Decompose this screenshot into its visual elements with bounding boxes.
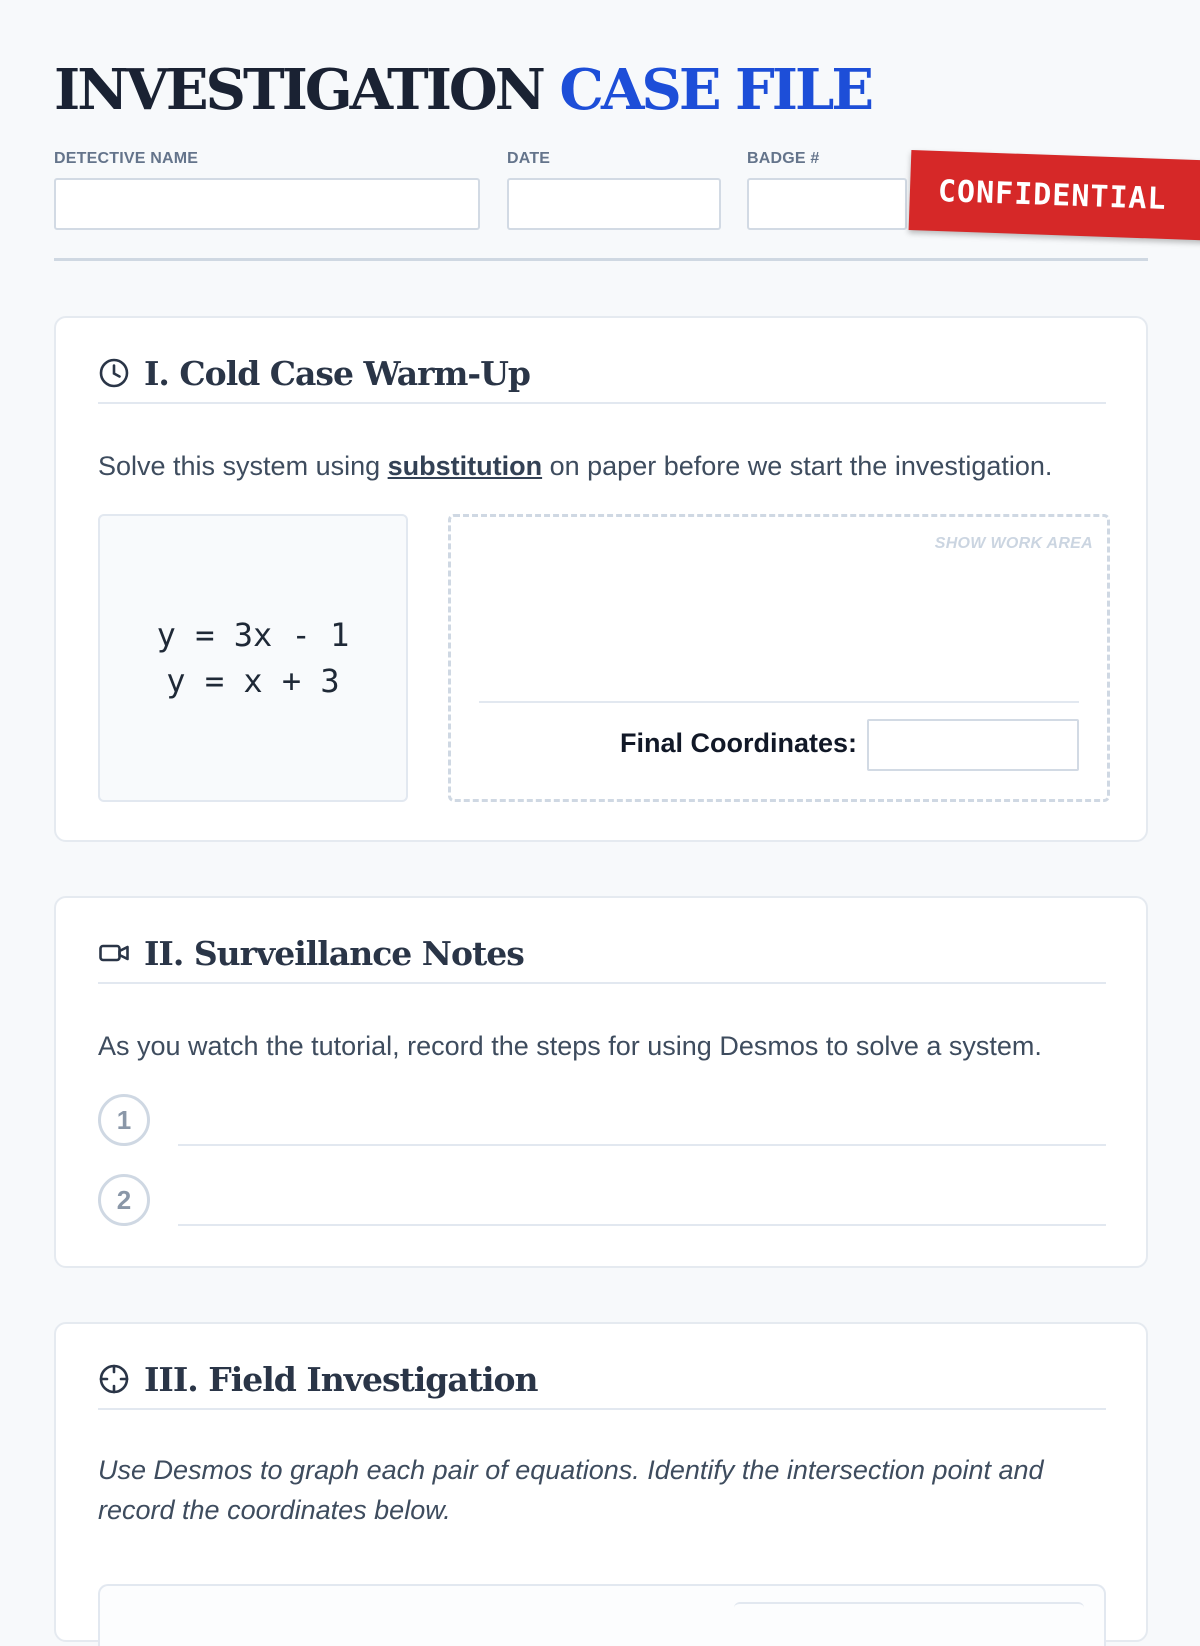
badge-field[interactable] <box>747 178 907 230</box>
section-intro: Use Desmos to graph each pair of equations. Identify the intersection point and record the coordinates below. <box>98 1455 1044 1525</box>
final-coordinates-label: Final Coordinates: <box>619 728 857 758</box>
step-number: 1 <box>98 1094 150 1146</box>
show-work-area[interactable] <box>448 514 1110 802</box>
equation-line: y = 3x - 1 <box>156 616 350 654</box>
equation-line: y = x + 3 <box>166 662 340 700</box>
section-surveillance-notes <box>54 896 1148 1268</box>
intro-text-after: on paper before we start the investigation. <box>542 451 1053 481</box>
section-title: II. Surveillance Notes <box>144 933 524 973</box>
clock-icon <box>98 357 130 389</box>
detective-name-label: DETECTIVE NAME <box>54 150 199 167</box>
video-camera-icon <box>98 937 130 969</box>
section-title: I. Cold Case Warm-Up <box>144 353 530 393</box>
confidential-stamp: CONFIDENTIAL <box>909 150 1200 240</box>
section-intro <box>98 446 1106 486</box>
section-title-bar <box>98 344 1106 404</box>
intro-keyword: substitution <box>387 451 543 481</box>
work-area-label: SHOW WORK AREA <box>934 535 1093 552</box>
intro-text-before: Solve this system using <box>98 451 388 481</box>
step-row <box>98 1174 1106 1230</box>
crosshair-icon <box>98 1363 130 1395</box>
title-accent: CASE FILE <box>559 57 872 123</box>
date-label: DATE <box>507 150 551 167</box>
step-number: 2 <box>98 1174 150 1226</box>
step-row <box>98 1094 1106 1150</box>
final-coordinates-field[interactable] <box>867 719 1079 771</box>
header-divider <box>54 258 1148 261</box>
step-answer-line[interactable] <box>178 1144 1106 1146</box>
step-answer-line[interactable] <box>178 1224 1106 1226</box>
equation-system <box>98 514 408 802</box>
section-field-investigation <box>54 1322 1148 1642</box>
section-title: III. Field Investigation <box>144 1359 538 1399</box>
section-cold-case <box>54 316 1148 842</box>
title-main: INVESTIGATION <box>54 57 543 123</box>
detective-name-field[interactable] <box>54 178 480 230</box>
section-title-bar <box>98 1350 1106 1410</box>
page-title <box>54 52 871 128</box>
case-panel <box>98 1584 1106 1646</box>
work-area-divider <box>479 701 1079 703</box>
case-panel-tab <box>734 1602 1084 1612</box>
date-field[interactable] <box>507 178 721 230</box>
section-intro: As you watch the tutorial, record the steps for using Desmos to solve a system. <box>98 1031 1042 1061</box>
section-title-bar <box>98 924 1106 984</box>
badge-label: BADGE # <box>747 150 820 167</box>
